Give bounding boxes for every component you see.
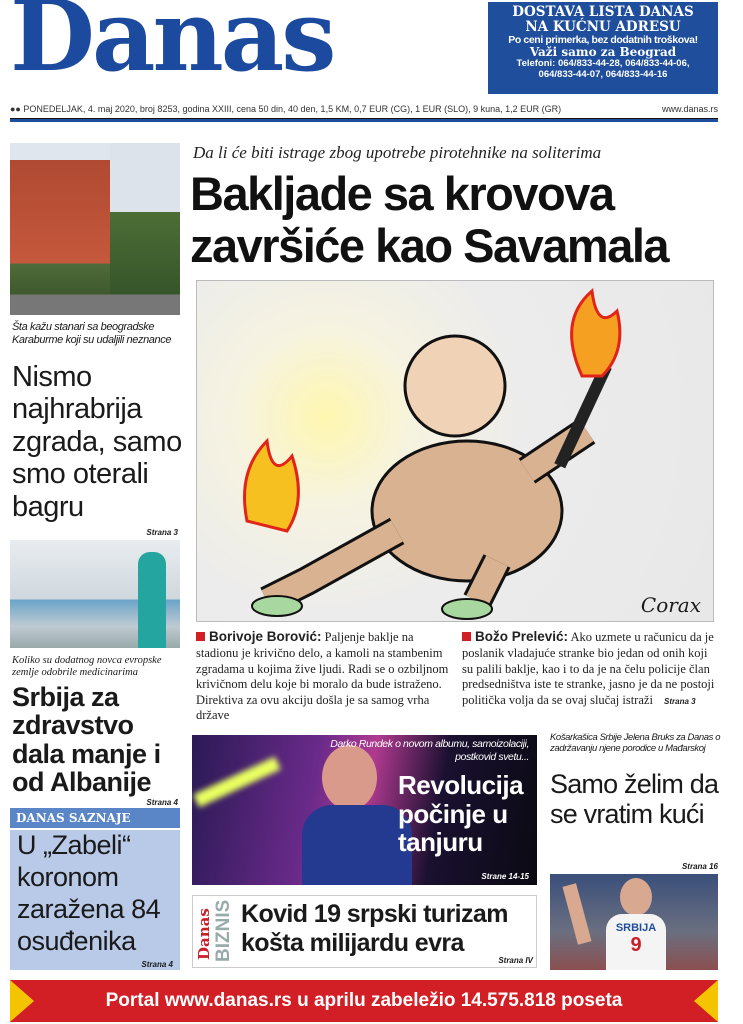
main-headline[interactable]: [190, 168, 668, 271]
rundek-feature[interactable]: [192, 735, 537, 885]
building-photo: [10, 143, 180, 315]
bullet-square: [462, 632, 471, 641]
quote-author: Božo Prelević:: [475, 629, 569, 644]
quote-author: Borivoje Borović:: [209, 629, 322, 644]
arrow-right-icon: [10, 980, 34, 1022]
header-rule: [10, 118, 718, 122]
website: www.danas.rs: [661, 104, 718, 114]
portal-visits-banner[interactable]: [10, 980, 718, 1022]
danas-saznaje-label: DANAS SAZNAJE: [10, 808, 180, 828]
danas-logo: Danas: [10, 0, 334, 94]
quote-text: Paljenje baklje na stadionu je krivično delo, a kamoli na stambenim zgradama u kojima žive ljudi. Radi se o ozbiljnom krivičnom delu koje bi moralo da bude istraženo. Direktiva za ovu akciju došla je sa samog vrha države: [196, 630, 449, 723]
rundek-headline: Revolucija počinje u tanjuru: [398, 770, 524, 858]
quote-prelevic: [462, 629, 720, 708]
bruks-photo: [550, 874, 718, 970]
hospital-photo: [10, 540, 180, 648]
promo-title: DOSTAVA LISTA DANAS: [512, 4, 694, 20]
right-page: Strana 16: [681, 862, 718, 871]
biznis-box[interactable]: [192, 895, 537, 968]
promo-phones-2: 064/833-44-07, 064/833-44-16: [538, 68, 668, 80]
promo-line: Po ceni primerka, bez dodatnih troškova!: [508, 33, 698, 46]
story3-headline[interactable]: U „Zabeli“ koronom zaražena 84 osuđenika: [17, 830, 161, 956]
story2-page: Strana 4: [146, 798, 178, 807]
promo-phones: Telefoni: 064/833-44-28, 064/833-44-06,: [516, 58, 690, 70]
banner-text: Portal www.danas.rs u aprilu zabeležio 14.575.818 poseta: [105, 990, 623, 1011]
arrow-left-icon: [694, 980, 718, 1022]
editorial-cartoon: [196, 280, 714, 622]
dateline: [10, 104, 718, 114]
story1-kicker: Šta kažu stanari sa beogradske Karaburme koji su udaljili neznance: [12, 321, 172, 347]
jersey-text: SRBIJA: [615, 922, 657, 934]
delivery-promo-box: [488, 2, 718, 94]
story2-kicker: Koliko su dodatnog novca evropske zemlje odobrile medicinarima: [12, 655, 162, 679]
promo-title-2: NA KUĆNU ADRESU: [525, 18, 681, 35]
story2-headline[interactable]: Srbija za zdravstvo dala manje i od Albanije: [12, 682, 161, 798]
main-headline-line2: završiće kao Savamala: [190, 218, 669, 272]
quotes-page: Strana 3: [664, 696, 696, 706]
story1-headline[interactable]: Nismo najhrabrija zgrada, samo smo oterali bagru: [12, 361, 182, 523]
main-headline-line1: Bakljade sa krovova: [190, 167, 614, 220]
story1-page: Strana 3: [146, 528, 178, 537]
bullet-square: [196, 632, 205, 641]
quote-text: Ako uzmete u računicu da je poslanik vladajuće stranke bio jedan od onih koji su palili baklje, kao i to da je na čelu policije član predsedništva iste te stranke, jasno je da ne postoji politička volja da se ovaj slučaj istraži: [462, 630, 715, 707]
rundek-kicker: Darko Rundek o novom albumu, samoizolaciji, postkovid svetu...: [330, 738, 529, 763]
issue-info: ●● PONEDELJAK, 4. maj 2020, broj 8253, godina XXIII, cena 50 din, 40 den, 1,5 KM, 0,7 EUR (CG), 1 EUR (SLO), 9 kuna, 1,2 EUR (GR): [10, 104, 562, 114]
biznis-page: Strana IV: [498, 956, 533, 965]
cartoonist-signature: Corax: [640, 593, 701, 617]
rundek-page: Strane 14-15: [481, 872, 529, 881]
right-kicker: Košarkašica Srbije Jelena Bruks za Danas o zadržavanju njene porodice u Mađarskoj: [550, 732, 721, 754]
biznis-section: BIZNIS: [213, 899, 234, 962]
cartoon-drawing: [197, 281, 715, 623]
promo-region: Važi samo za Beograd: [529, 45, 677, 60]
biznis-headline: Kovid 19 srpski turizam košta milijardu evra: [241, 900, 508, 957]
biznis-danas-logo: Danas: [195, 908, 213, 960]
right-headline[interactable]: Samo želim da se vratim kući: [550, 769, 719, 829]
story3-page: Strana 4: [141, 960, 173, 969]
main-kicker: Da li će biti istrage zbog upotrebe pirotehnike na soliterima: [193, 143, 602, 162]
quote-borovic: [196, 629, 456, 724]
jersey-number: 9: [630, 934, 642, 957]
